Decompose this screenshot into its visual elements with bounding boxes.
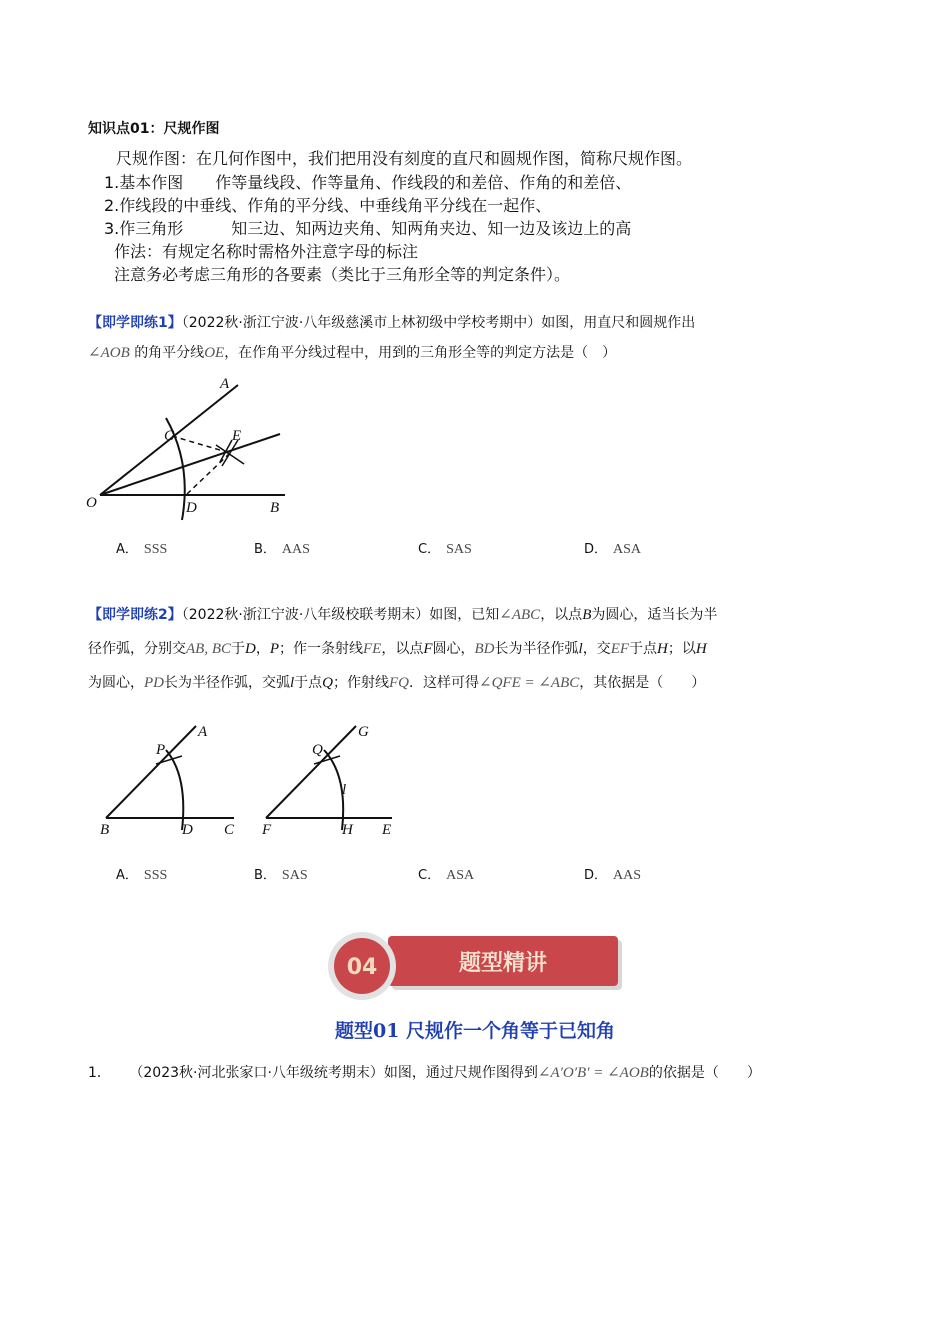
example2-option-d[interactable]: D． AAS <box>584 868 642 883</box>
example1-label: 【即学即练1】 <box>88 315 182 331</box>
knowledge-line-6: 注意务必考虑三角形的各要素（类比于三角形全等的判定条件）。 <box>114 265 571 284</box>
example1-option-d[interactable]: D． ASA <box>584 542 642 557</box>
label-c: C <box>164 428 175 444</box>
example1-option-c[interactable]: C． SAS <box>418 542 472 557</box>
knowledge-title: 知识点01：尺规作图 <box>88 121 220 137</box>
example1-option-b[interactable]: B． AAS <box>254 542 310 557</box>
label-p: P <box>156 742 166 758</box>
banner-title: 题型精讲 <box>458 951 548 976</box>
question-1: 1． （2023秋·河北张家口·八年级统考期末）如图，通过尺规作图得到∠A′O′B′ = ∠AOB的依据是（ ） <box>88 1065 761 1081</box>
knowledge-line-1: 尺规作图：在几何作图中，我们把用没有刻度的直尺和圆规作图，简称尺规作图。 <box>116 149 693 168</box>
example2-option-a[interactable]: A． SSS <box>116 868 168 883</box>
question-1-number: 1． <box>88 1065 111 1081</box>
label-l: l <box>342 782 347 798</box>
banner-number: 04 <box>346 955 378 980</box>
ray-oe-line <box>100 434 280 495</box>
example2-line-3: 为圆心，PD长为半径作弧，交弧l于点Q；作射线FQ．这样可得∠QFE = ∠ABC，其依据是（ ） <box>88 675 706 691</box>
ray-oe: OE <box>204 345 225 361</box>
knowledge-line-5: 作法：有规定名称时需格外注意字母的标注 <box>114 242 419 261</box>
section-title: 题型01 尺规作一个角等于已知角 <box>334 1020 616 1042</box>
knowledge-line-4: 3.作三角形 知三边、知两边夹角、知两角夹边、知一边及该边上的高 <box>104 219 632 238</box>
example1-figure <box>80 370 310 530</box>
dash-ce <box>172 436 230 453</box>
label-h: H <box>342 822 353 838</box>
example2-figure <box>96 716 406 846</box>
section-banner <box>322 930 632 1002</box>
label-c2: C <box>224 822 235 838</box>
example2-line-1: 【即学即练2】（2022秋·浙江宁波·八年级校联考期末）如图，已知∠ABC，以点B为圆心，适当长为半 <box>88 607 718 623</box>
label-d: D <box>186 500 197 516</box>
example2-label: 【即学即练2】 <box>88 607 182 623</box>
example1-line-1: 【即学即练1】（2022秋·浙江宁波·八年级慈溪市上林初级中学校考期中）如图，用直尺和圆规作出 <box>88 315 696 331</box>
knowledge-line-3: 2.作线段的中垂线、作角的平分线、中垂线角平分线在一起作、 <box>104 196 552 215</box>
example1-option-a[interactable]: A． SSS <box>116 542 168 557</box>
label-e: E <box>232 428 242 444</box>
label-d2: D <box>182 822 193 838</box>
label-b2: B <box>100 822 110 838</box>
question-1-formula: ∠A′O′B′ = ∠AOB <box>537 1065 649 1081</box>
example2-option-c[interactable]: C． ASA <box>418 868 475 883</box>
label-f: F <box>262 822 272 838</box>
knowledge-line-2: 1.基本作图 作等量线段、作等量角、作线段的和差倍、作角的和差倍、 <box>104 173 632 192</box>
label-b: B <box>270 500 280 516</box>
label-a2: A <box>198 724 208 740</box>
label-q: Q <box>312 742 323 758</box>
example1-line-2: ∠AOB 的角平分线OE，在作角平分线过程中，用到的三角形全等的判定方法是（ ） <box>88 345 617 361</box>
example2-line-2: 径作弧，分别交AB, BC于D，P；作一条射线FE，以点F圆心，BD长为半径作弧l，交EF于点H；以H <box>88 641 707 657</box>
example2-option-b[interactable]: B． SAS <box>254 868 308 883</box>
label-g: G <box>358 724 369 740</box>
angle-aob: ∠AOB <box>88 345 130 361</box>
label-e2: E <box>382 822 392 838</box>
label-o: O <box>86 495 97 511</box>
label-a: A <box>220 376 230 392</box>
